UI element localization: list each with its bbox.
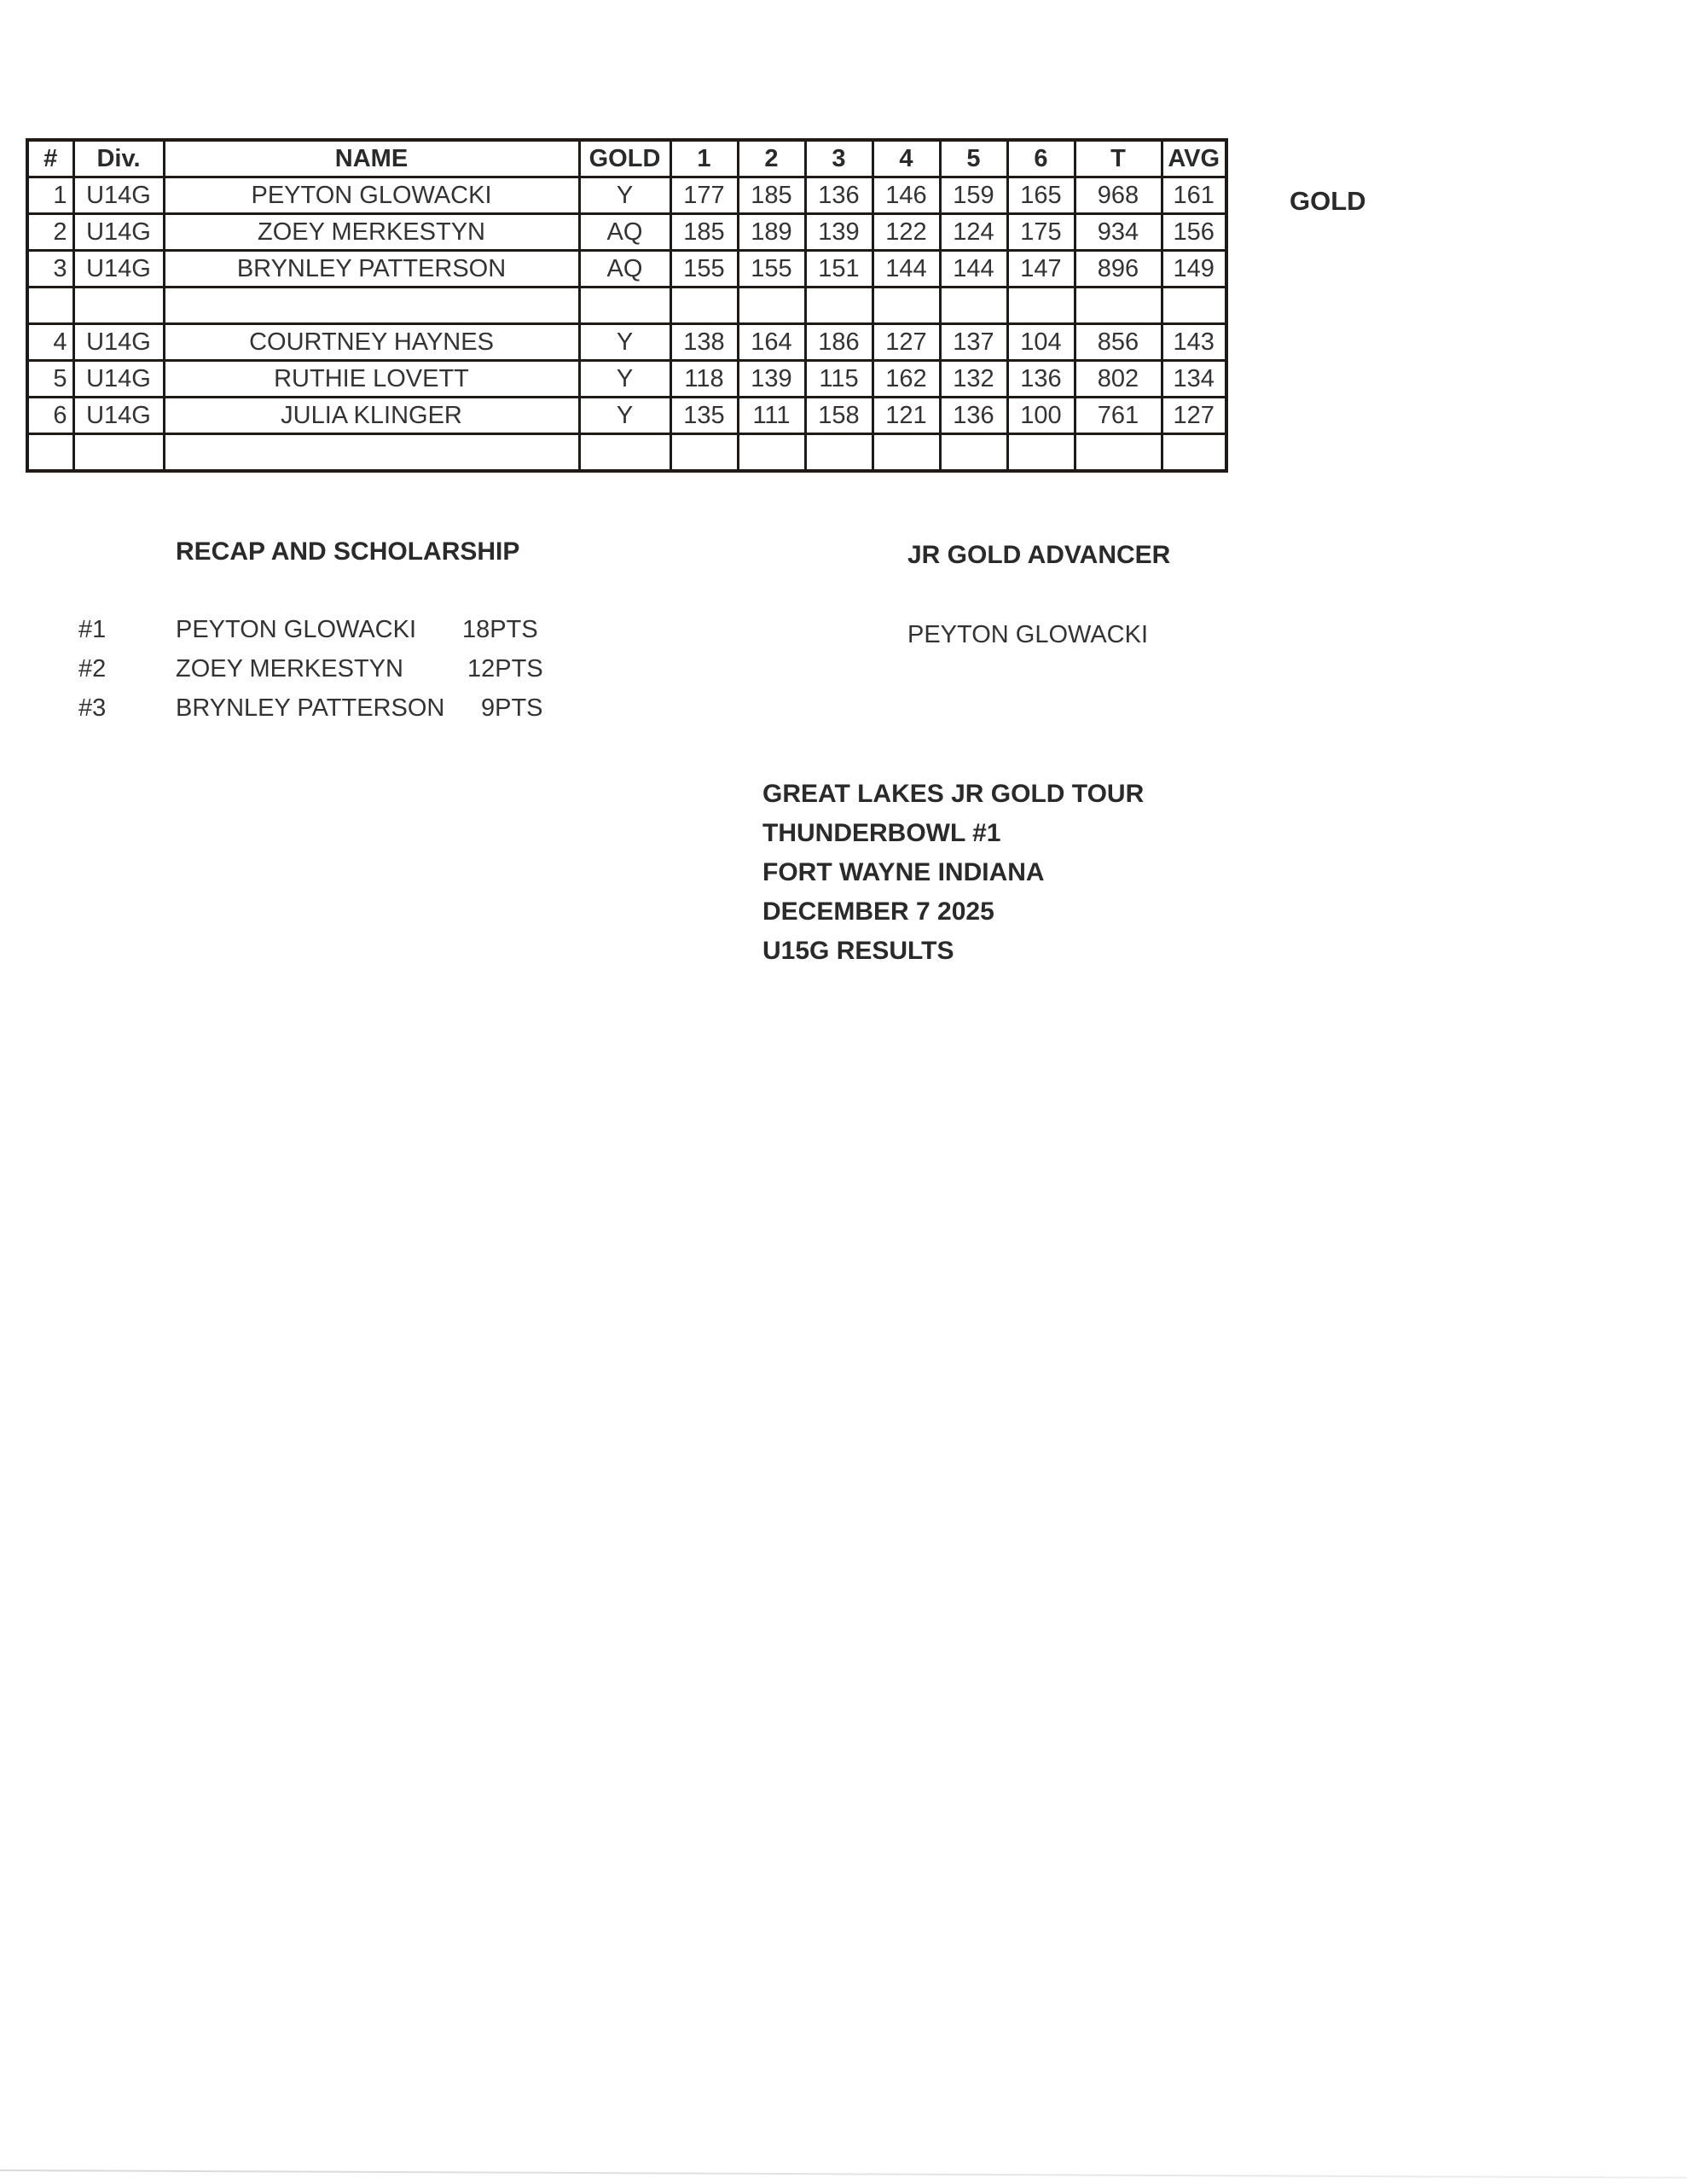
blank-cell [1075, 288, 1162, 324]
table-row [27, 324, 1226, 361]
blank-cell [940, 288, 1007, 324]
cell-game: 185 [670, 214, 738, 251]
blank-cell [872, 288, 940, 324]
cell-game: 111 [738, 398, 805, 434]
header-game-1: 1 [670, 140, 738, 177]
cell-game: 137 [940, 324, 1007, 361]
recap-name: ZOEY MERKESTYN [176, 655, 403, 682]
cell-game: 186 [805, 324, 872, 361]
blank-cell [670, 434, 738, 472]
cell-rank: 2 [27, 214, 73, 251]
recap-rank: #1 [78, 616, 107, 643]
cell-gold: Y [579, 361, 670, 398]
table-row [27, 361, 1226, 398]
cell-game: 164 [738, 324, 805, 361]
cell-name: BRYNLEY PATTERSON [164, 251, 579, 288]
cell-avg: 149 [1162, 251, 1226, 288]
cell-name: ZOEY MERKESTYN [164, 214, 579, 251]
blank-cell [1007, 288, 1075, 324]
blank-cell [940, 434, 1007, 472]
cell-rank: 5 [27, 361, 73, 398]
cell-game: 165 [1007, 177, 1075, 214]
cell-game: 100 [1007, 398, 1075, 434]
cell-game: 139 [805, 214, 872, 251]
cell-game: 151 [805, 251, 872, 288]
cell-rank: 4 [27, 324, 73, 361]
cell-game: 189 [738, 214, 805, 251]
cell-div: U14G [73, 398, 164, 434]
cell-game: 177 [670, 177, 738, 214]
recap-points: 9PTS [481, 694, 543, 722]
blank-cell [579, 288, 670, 324]
cell-gold: Y [579, 177, 670, 214]
cell-game: 155 [738, 251, 805, 288]
recap-rank: #2 [78, 655, 107, 682]
cell-game: 139 [738, 361, 805, 398]
blank-cell [1162, 288, 1226, 324]
cell-rank: 3 [27, 251, 73, 288]
blank-cell [738, 434, 805, 472]
recap-points: 12PTS [467, 655, 543, 682]
cell-avg: 161 [1162, 177, 1226, 214]
blank-cell [738, 288, 805, 324]
cell-game: 115 [805, 361, 872, 398]
cell-game: 122 [872, 214, 940, 251]
cell-gold: Y [579, 324, 670, 361]
cell-game: 144 [872, 251, 940, 288]
cell-name: JULIA KLINGER [164, 398, 579, 434]
cell-total: 802 [1075, 361, 1162, 398]
blank-cell [27, 434, 73, 472]
event-info [762, 775, 1144, 971]
cell-div: U14G [73, 177, 164, 214]
blank-cell [805, 434, 872, 472]
cell-game: 162 [872, 361, 940, 398]
results-table [26, 138, 1228, 473]
cell-total: 856 [1075, 324, 1162, 361]
cell-game: 144 [940, 251, 1007, 288]
cell-game: 124 [940, 214, 1007, 251]
cell-div: U14G [73, 324, 164, 361]
blank-cell [872, 434, 940, 472]
table-row-blank [27, 434, 1226, 472]
cell-game: 159 [940, 177, 1007, 214]
cell-game: 146 [872, 177, 940, 214]
header-name: NAME [164, 140, 579, 177]
blank-cell [1162, 434, 1226, 472]
cell-game: 132 [940, 361, 1007, 398]
cell-name: COURTNEY HAYNES [164, 324, 579, 361]
table-row [27, 177, 1226, 214]
header-total: T [1075, 140, 1162, 177]
blank-cell [164, 434, 579, 472]
cell-gold: AQ [579, 214, 670, 251]
advancer-name: PEYTON GLOWACKI [907, 621, 1148, 648]
event-location: FORT WAYNE INDIANA [762, 858, 1045, 886]
blank-cell [670, 288, 738, 324]
cell-avg: 156 [1162, 214, 1226, 251]
cell-gold: AQ [579, 251, 670, 288]
cell-avg: 134 [1162, 361, 1226, 398]
blank-cell [1007, 434, 1075, 472]
event-results-label: U15G RESULTS [762, 937, 954, 965]
cell-avg: 143 [1162, 324, 1226, 361]
cell-game: 127 [872, 324, 940, 361]
advancer-title: JR GOLD ADVANCER [907, 541, 1171, 569]
table-row [27, 251, 1226, 288]
cell-game: 138 [670, 324, 738, 361]
cell-game: 155 [670, 251, 738, 288]
cell-total: 761 [1075, 398, 1162, 434]
event-tour: GREAT LAKES JR GOLD TOUR [762, 780, 1145, 808]
blank-cell [1075, 434, 1162, 472]
cell-div: U14G [73, 361, 164, 398]
cell-rank: 1 [27, 177, 73, 214]
header-game-3: 3 [805, 140, 872, 177]
blank-cell [73, 434, 164, 472]
cell-gold: Y [579, 398, 670, 434]
cell-game: 104 [1007, 324, 1075, 361]
cell-game: 158 [805, 398, 872, 434]
blank-cell [805, 288, 872, 324]
blank-cell [164, 288, 579, 324]
recap-points: 18PTS [462, 616, 538, 643]
recap-name: PEYTON GLOWACKI [176, 616, 416, 643]
cell-total: 934 [1075, 214, 1162, 251]
cell-game: 135 [670, 398, 738, 434]
cell-avg: 127 [1162, 398, 1226, 434]
cell-rank: 6 [27, 398, 73, 434]
table-header-row [27, 140, 1226, 177]
cell-div: U14G [73, 214, 164, 251]
table-row [27, 214, 1226, 251]
header-div: Div. [73, 140, 164, 177]
table-row-blank [27, 288, 1226, 324]
header-game-4: 4 [872, 140, 940, 177]
blank-cell [27, 288, 73, 324]
blank-cell [579, 434, 670, 472]
cell-total: 968 [1075, 177, 1162, 214]
recap-name: BRYNLEY PATTERSON [176, 694, 445, 722]
cell-name: RUTHIE LOVETT [164, 361, 579, 398]
recap-title: RECAP AND SCHOLARSHIP [176, 537, 520, 566]
header-gold: GOLD [579, 140, 670, 177]
cell-game: 118 [670, 361, 738, 398]
event-name: THUNDERBOWL #1 [762, 819, 1001, 847]
header-game-5: 5 [940, 140, 1007, 177]
header-rank: # [27, 140, 73, 177]
cell-game: 147 [1007, 251, 1075, 288]
cell-div: U14G [73, 251, 164, 288]
cell-game: 136 [805, 177, 872, 214]
header-game-2: 2 [738, 140, 805, 177]
cell-total: 896 [1075, 251, 1162, 288]
scan-edge-line [0, 2169, 1687, 2179]
recap-rank: #3 [78, 694, 107, 722]
cell-game: 121 [872, 398, 940, 434]
cell-game: 185 [738, 177, 805, 214]
gold-qualifier-label: GOLD [1290, 186, 1366, 216]
table-row [27, 398, 1226, 434]
header-game-6: 6 [1007, 140, 1075, 177]
cell-name: PEYTON GLOWACKI [164, 177, 579, 214]
header-avg: AVG [1162, 140, 1226, 177]
blank-cell [73, 288, 164, 324]
event-date: DECEMBER 7 2025 [762, 897, 994, 926]
cell-game: 175 [1007, 214, 1075, 251]
cell-game: 136 [1007, 361, 1075, 398]
cell-game: 136 [940, 398, 1007, 434]
